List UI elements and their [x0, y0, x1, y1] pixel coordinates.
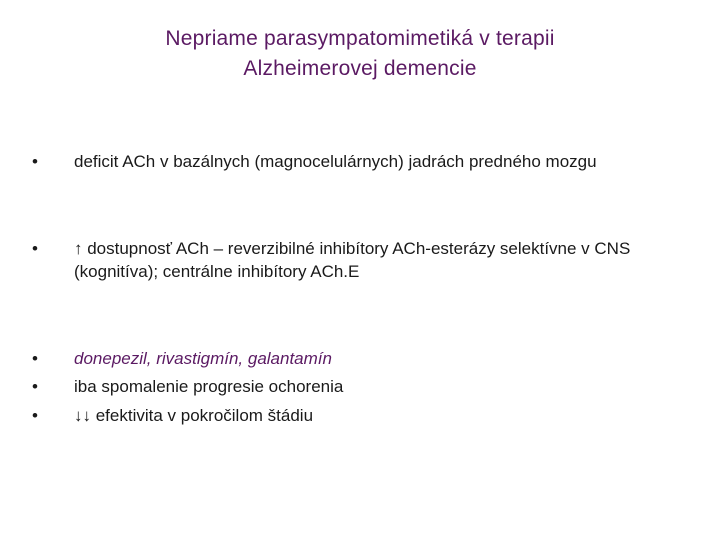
bullet-text: iba spomalenie progresie ochorenia: [74, 377, 344, 396]
bullet-text: ↓↓ efektivita v pokročilom štádiu: [74, 406, 314, 425]
bullet-item-drugs: [30, 347, 700, 370]
bullet-text-emphasis: donepezil, rivastigmín, galantamín: [74, 349, 332, 368]
bullet-text: ↑ dostupnosť ACh – reverzibilné inhibítory ACh-esterázy selektívne v CNS (kognitíva); centrálne inhibítory ACh.E: [74, 239, 631, 281]
bullet-marker: •: [32, 152, 38, 171]
bullet-marker: •: [32, 406, 38, 425]
bullet-marker: •: [32, 349, 38, 368]
slide-title: [60, 24, 660, 84]
bullet-text: deficit ACh v bazálnych (magnocelulárnych) jadrách predného mozgu: [74, 152, 597, 171]
bullet-item-availability: [30, 237, 700, 283]
slide-title-line-1: Nepriame parasympatomimetiká v terapii: [165, 27, 555, 50]
bullet-item-slowing: [30, 375, 700, 398]
bullet-marker: •: [32, 239, 38, 258]
bullet-marker: •: [32, 377, 38, 396]
slide-title-line-2: Alzheimerovej demencie: [243, 57, 477, 80]
bullet-item-deficit: [30, 150, 700, 173]
bullet-item-efficacy: [30, 404, 700, 427]
